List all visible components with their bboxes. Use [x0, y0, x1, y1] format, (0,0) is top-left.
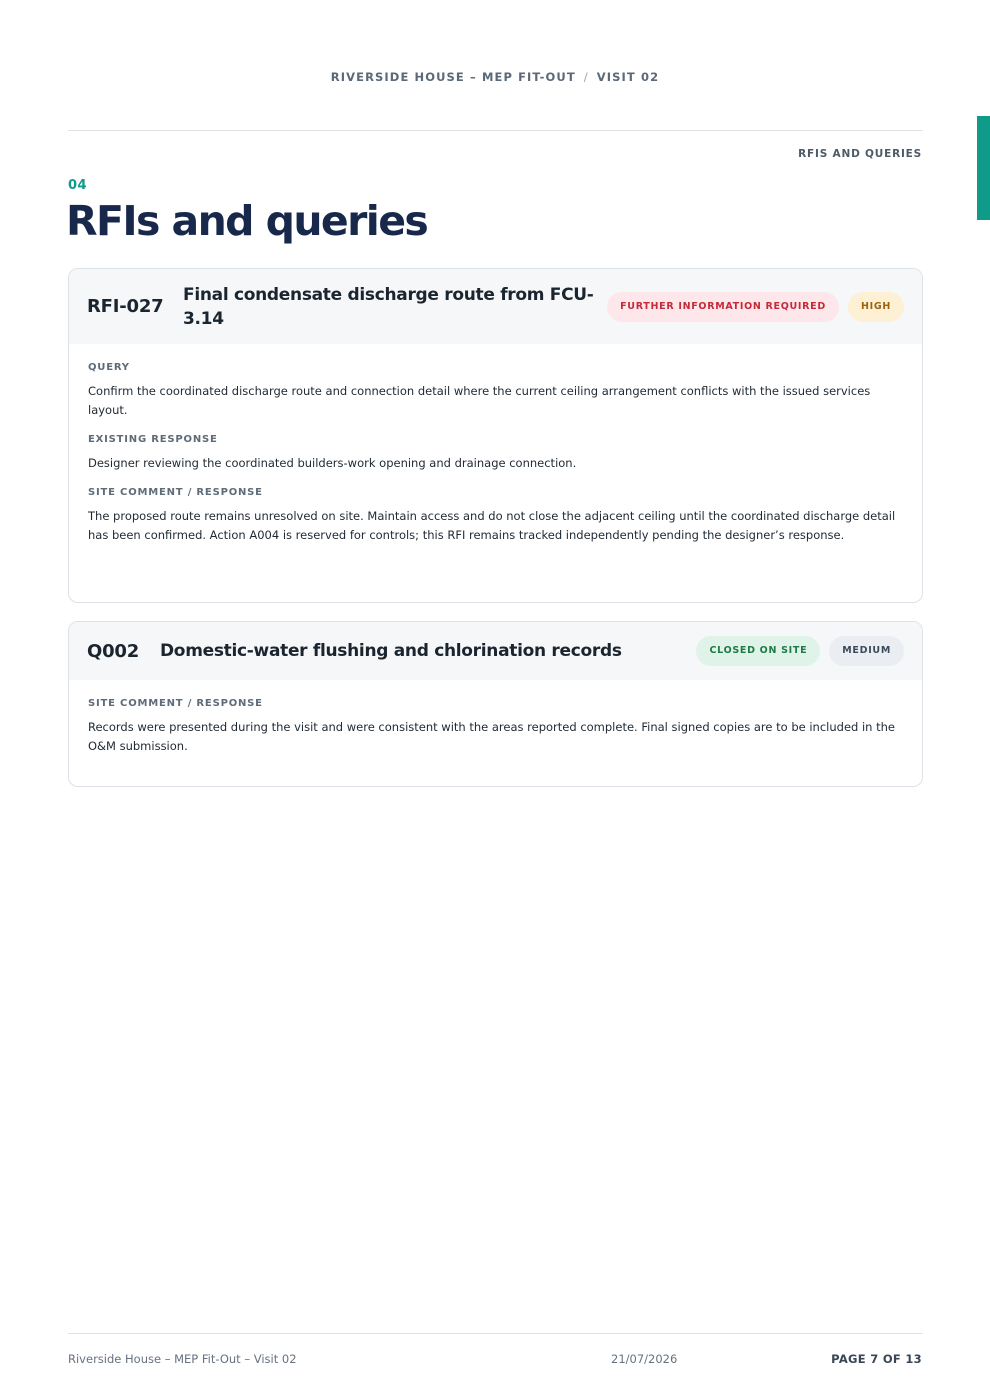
priority-badge: HIGH: [848, 292, 904, 322]
rfi-card-header: [69, 622, 922, 680]
field-text-existing-response: Designer reviewing the coordinated builders-work opening and drainage connection.: [88, 456, 577, 470]
rfi-card-header: [69, 269, 922, 344]
rfi-badges: [696, 636, 904, 666]
rfi-title: Final condensate discharge route from FCU-3.14: [183, 284, 594, 329]
priority-badge: MEDIUM: [829, 636, 904, 666]
rfi-card-body: [69, 344, 922, 545]
field-label-existing-response: EXISTING RESPONSE: [88, 434, 218, 445]
rfi-card-body: [69, 680, 922, 756]
field-text-site-comment: The proposed route remains unresolved on site. Maintain access and do not close the adjacent ceiling until the coordinated discharge detail has been confirmed. Action A004 is reserved for controls; this RFI remains tracked independently pending the designer’s response.: [88, 509, 896, 542]
section-accent-tab: [977, 116, 990, 220]
rfi-title: Domestic-water flushing and chlorination records: [160, 641, 622, 661]
running-header-separator: /: [583, 70, 589, 84]
rfi-card-q002: [68, 621, 923, 787]
field-label-site-comment: SITE COMMENT / RESPONSE: [88, 698, 263, 709]
footer-date: 21/07/2026: [611, 1352, 678, 1366]
running-header: [0, 70, 990, 84]
page-title: RFIs and queries: [66, 197, 428, 245]
header-divider: [68, 130, 923, 131]
status-badge: CLOSED ON SITE: [696, 636, 820, 666]
field-label-site-comment: SITE COMMENT / RESPONSE: [88, 487, 263, 498]
footer-divider: [68, 1333, 923, 1334]
status-badge: FURTHER INFORMATION REQUIRED: [607, 292, 839, 322]
footer-project: Riverside House – MEP Fit-Out – Visit 02: [68, 1352, 297, 1366]
running-header-visit: VISIT 02: [596, 70, 660, 84]
rfi-card-rfi-027: [68, 268, 923, 603]
rfi-badges: [607, 292, 904, 322]
section-number: 04: [68, 178, 88, 193]
field-label-query: QUERY: [88, 362, 130, 373]
section-tag: RFIS AND QUERIES: [798, 148, 922, 160]
page-number: PAGE 7 OF 13: [831, 1352, 922, 1366]
running-header-project: RIVERSIDE HOUSE – MEP FIT-OUT: [330, 70, 576, 84]
field-text-site-comment: Records were presented during the visit and were consistent with the areas reported complete. Final signed copies are to be included in the O&M submission.: [88, 720, 895, 753]
rfi-id: Q002: [87, 640, 140, 662]
field-text-query: Confirm the coordinated discharge route and connection detail where the current ceiling arrangement conflicts with the issued services layout.: [88, 384, 871, 417]
rfi-id: RFI-027: [87, 296, 164, 317]
